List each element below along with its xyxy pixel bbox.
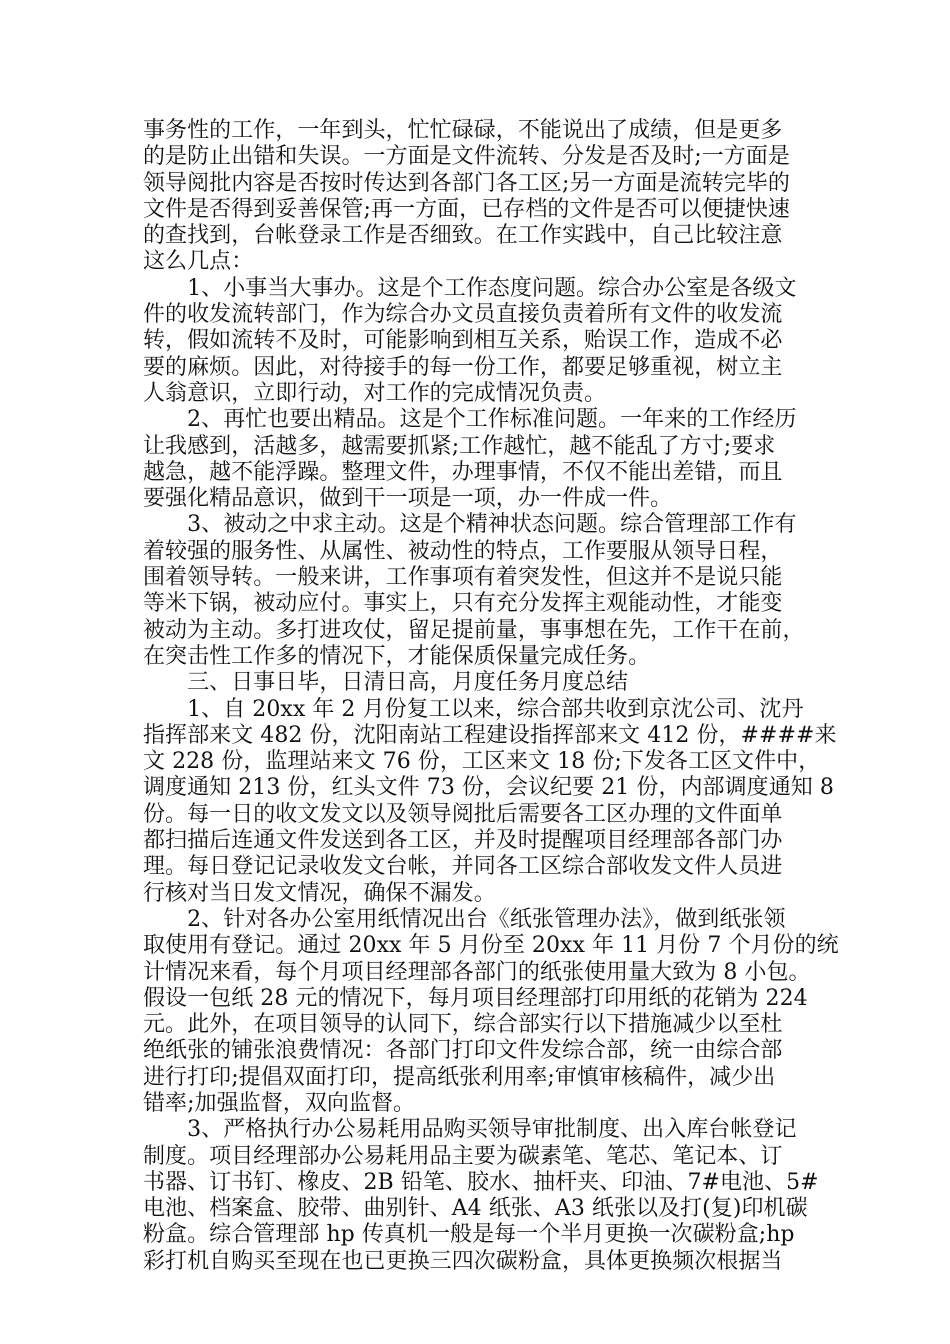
text-line: 3、严格执行办公易耗用品购买领导审批制度、出入库台帐登记: [143, 1117, 797, 1143]
document-page: [143, 118, 839, 1275]
text-line: 调度通知 213 份，红头文件 73 份，会议纪要 21 份，内部调度通知 8: [143, 775, 834, 801]
text-line: 等米下锅，被动应付。事实上，只有充分发挥主观能动性，才能变: [143, 591, 783, 617]
text-line: 错率;加强监督，双向监督。: [143, 1090, 416, 1116]
text-line: 转，假如流转不及时，可能影响到相互关系，贻误工作，造成不必: [143, 328, 783, 354]
text-line: 要强化精品意识，做到干一项是一项，办一件成一件。: [143, 486, 673, 512]
text-line: 电池、档案盒、胶带、曲别针、A4 纸张、A3 纸张以及打(复)印机碳: [143, 1196, 808, 1222]
text-line: 书器、订书钉、橡皮、2B 铅笔、胶水、抽杆夹、印油、7#电池、5#: [143, 1169, 819, 1195]
text-line: 1、小事当大事办。这是个工作态度问题。综合办公室是各级文: [143, 275, 797, 301]
text-line: 份。每一日的收文发文以及领导阅批后需要各工区办理的文件面单: [143, 801, 783, 827]
text-line: 取使用有登记。通过 20xx 年 5 月份至 20xx 年 11 月份 7 个月份的统: [143, 933, 839, 959]
text-line: 1、自 20xx 年 2 月份复工以来，综合部共收到京沈公司、沈丹: [143, 696, 804, 722]
text-line: 围着领导转。一般来讲，工作事项有着突发性，但这并不是说只能: [143, 565, 783, 591]
text-line: 绝纸张的铺张浪费情况：各部门打印文件发综合部，统一由综合部: [143, 1038, 783, 1064]
text-line: 2、针对各办公室用纸情况出台《纸张管理办法》，做到纸张领: [143, 906, 786, 932]
text-line: 的查找到，台帐登录工作是否细致。在工作实践中，自己比较注意: [143, 223, 783, 249]
text-line: 领导阅批内容是否按时传达到各部门各工区;另一方面是流转完毕的: [143, 170, 790, 196]
text-line: 2、再忙也要出精品。这是个工作标准问题。一年来的工作经历: [143, 407, 797, 433]
text-line: 要的麻烦。因此，对待接手的每一份工作，都要足够重视，树立主: [143, 354, 783, 380]
text-line: 被动为主动。多打进攻仗，留足提前量，事事想在先，工作干在前，: [143, 617, 805, 643]
text-line: 着较强的服务性、从属性、被动性的特点，工作要服从领导日程，: [143, 538, 783, 564]
text-line: 粉盒。综合管理部 hp 传真机一般是每一个半月更换一次碳粉盒;hp: [143, 1222, 795, 1248]
text-line: 元。此外，在项目领导的认同下，综合部实行以下措施减少以至杜: [143, 1012, 783, 1038]
text-line: 人翁意识，立即行动，对工作的完成情况负责。: [143, 380, 607, 406]
text-line: 文件是否得到妥善保管;再一方面，已存档的文件是否可以便捷快速: [143, 196, 790, 222]
text-line: 让我感到，活越多，越需要抓紧;工作越忙，越不能乱了方寸;要求: [143, 433, 776, 459]
text-line: 制度。项目经理部办公易耗用品主要为碳素笔、笔芯、笔记本、订: [143, 1143, 783, 1169]
text-line: 这么几点：: [143, 249, 254, 275]
text-line: 进行打印;提倡双面打印，提高纸张利用率;审慎审核稿件，减少出: [143, 1064, 776, 1090]
text-line: 的是防止出错和失误。一方面是文件流转、分发是否及时;一方面是: [143, 144, 790, 170]
text-line: 彩打机自购买至现在也已更换三四次碳粉盒，具体更换频次根据当: [143, 1248, 783, 1274]
text-line: 理。每日登记记录收发文台帐，并同各工区综合部收发文件人员进: [143, 854, 783, 880]
text-line: 文 228 份，监理站来文 76 份，工区来文 18 份;下发各工区文件中，: [143, 749, 821, 775]
text-line: 都扫描后连通文件发送到各工区，并及时提醒项目经理部各部门办: [143, 828, 783, 854]
text-line: 三、日事日毕，日清日高，月度任务月度总结: [143, 670, 629, 696]
text-line: 计情况来看，每个月项目经理部各部门的纸张使用量大致为 8 小包。: [143, 959, 811, 985]
text-line: 件的收发流转部门，作为综合办文员直接负责着所有文件的收发流: [143, 302, 783, 328]
text-line: 在突击性工作多的情况下，才能保质保量完成任务。: [143, 643, 651, 669]
text-line: 事务性的工作，一年到头，忙忙碌碌，不能说出了成绩，但是更多: [143, 118, 783, 143]
text-line: 越急，越不能浮躁。整理文件，办理事情，不仅不能出差错，而且: [143, 459, 783, 485]
text-line: 行核对当日发文情况，确保不漏发。: [143, 880, 496, 906]
document-body: [143, 118, 839, 1275]
text-line: 假设一包纸 28 元的情况下，每月项目经理部打印用纸的花销为 224: [143, 985, 808, 1011]
text-line: 3、被动之中求主动。这是个精神状态问题。综合管理部工作有: [143, 512, 797, 538]
text-line: 指挥部来文 482 份，沈阳南站工程建设指挥部来文 412 份，####来: [143, 722, 837, 748]
